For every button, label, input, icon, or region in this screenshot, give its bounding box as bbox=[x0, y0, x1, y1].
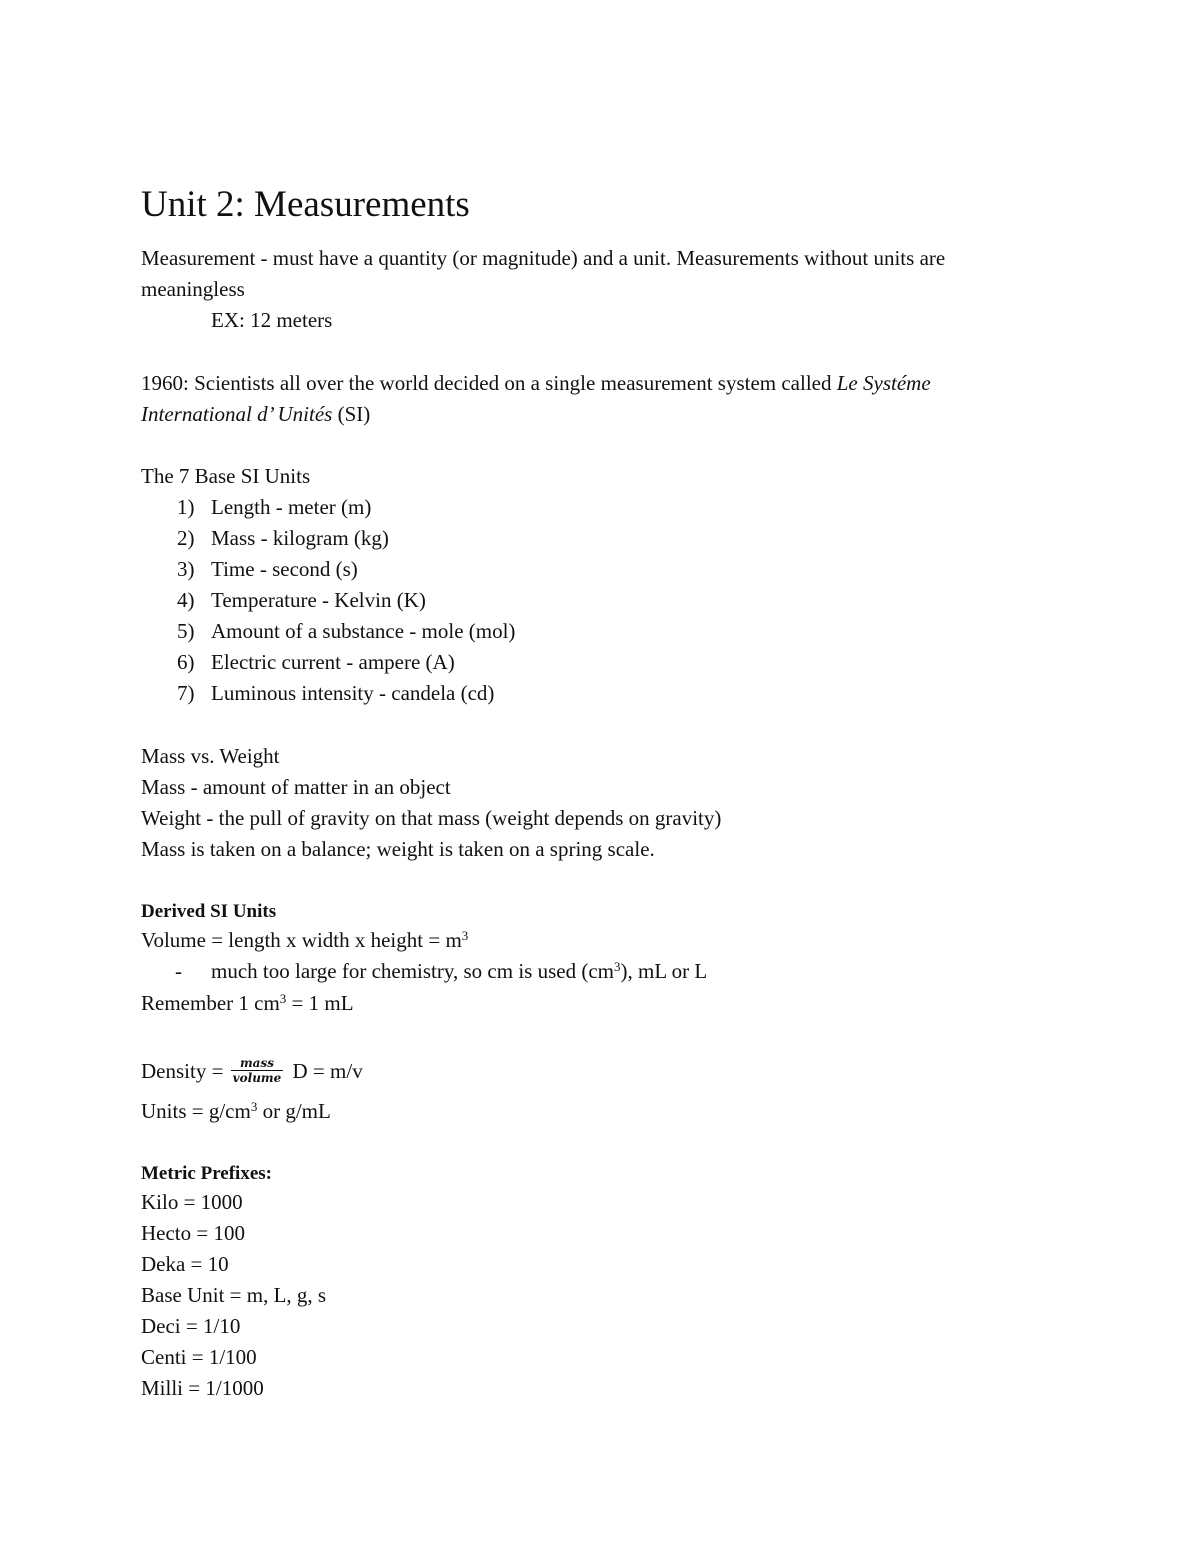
intro-line-1: Measurement - must have a quantity (or magnitude) and a unit. Measurements without units are bbox=[141, 246, 946, 270]
bullet-text-a: much too large for chemistry, so cm is used (cm bbox=[211, 959, 614, 983]
units-superscript: 3 bbox=[250, 1099, 258, 1114]
weight-definition: Weight - the pull of gravity on that mass (weight depends on gravity) bbox=[141, 806, 722, 830]
list-item bbox=[177, 523, 389, 554]
list-item bbox=[177, 585, 426, 616]
derived-heading: Derived SI Units bbox=[141, 901, 277, 922]
list-number: 6) bbox=[177, 650, 195, 674]
prefix-item: Kilo = 1000 bbox=[141, 1190, 243, 1214]
list-number: 5) bbox=[177, 619, 195, 643]
prefix-item: Deka = 10 bbox=[141, 1252, 229, 1276]
mass-definition: Mass - amount of matter in an object bbox=[141, 775, 451, 799]
remember-line bbox=[141, 988, 354, 1019]
remember-text-a: Remember 1 cm bbox=[141, 991, 280, 1015]
density-formula: D = m/v bbox=[287, 1059, 363, 1083]
si-history-line-1 bbox=[141, 368, 931, 399]
list-number: 2) bbox=[177, 526, 195, 550]
balance-note: Mass is taken on a balance; weight is taken on a spring scale. bbox=[141, 837, 655, 861]
si-history-suffix: (SI) bbox=[332, 402, 371, 426]
remember-superscript: 3 bbox=[279, 991, 287, 1006]
list-item bbox=[177, 678, 494, 709]
bullet-dash: - bbox=[175, 959, 182, 983]
list-text: Temperature - Kelvin (K) bbox=[211, 588, 426, 612]
prefix-item: Base Unit = m, L, g, s bbox=[141, 1283, 327, 1307]
volume-bullet bbox=[175, 956, 707, 987]
bullet-superscript: 3 bbox=[614, 959, 621, 974]
base-units-heading: The 7 Base SI Units bbox=[141, 464, 311, 488]
list-item bbox=[177, 616, 515, 647]
units-text-b: or g/mL bbox=[257, 1099, 331, 1123]
volume-text: Volume = length x width x height = m bbox=[141, 928, 462, 952]
si-history-italic-2: International d’ Unités bbox=[141, 402, 333, 426]
bullet-text-b: ), mL or L bbox=[620, 959, 708, 983]
fraction-denominator: volume bbox=[232, 1070, 282, 1085]
fraction-numerator: mass bbox=[231, 1056, 284, 1071]
si-history-italic-1: Le Systéme bbox=[836, 371, 931, 395]
density-fraction bbox=[231, 1056, 284, 1085]
list-text: Luminous intensity - candela (cd) bbox=[211, 681, 495, 705]
prefixes-heading: Metric Prefixes: bbox=[141, 1163, 272, 1184]
mass-weight-heading: Mass vs. Weight bbox=[141, 744, 280, 768]
list-text: Amount of a substance - mole (mol) bbox=[211, 619, 516, 643]
prefix-item: Centi = 1/100 bbox=[141, 1345, 257, 1369]
volume-line bbox=[141, 925, 468, 956]
list-number: 3) bbox=[177, 557, 195, 581]
intro-example: EX: 12 meters bbox=[211, 308, 333, 332]
density-label: Density = bbox=[141, 1059, 229, 1083]
units-text-a: Units = g/cm bbox=[141, 1099, 251, 1123]
intro-line-2: meaningless bbox=[141, 277, 245, 301]
remember-text-b: = 1 mL bbox=[286, 991, 354, 1015]
list-item bbox=[177, 554, 358, 585]
volume-superscript: 3 bbox=[461, 928, 469, 943]
list-item bbox=[177, 647, 455, 678]
si-history-text: 1960: Scientists all over the world decided on a single measurement system called bbox=[141, 371, 837, 395]
list-text: Length - meter (m) bbox=[211, 495, 372, 519]
units-line bbox=[141, 1096, 331, 1127]
prefix-item: Milli = 1/1000 bbox=[141, 1376, 264, 1400]
page-title: Unit 2: Measurements bbox=[141, 184, 470, 225]
list-text: Time - second (s) bbox=[211, 557, 358, 581]
prefix-item: Deci = 1/10 bbox=[141, 1314, 241, 1338]
density-line bbox=[141, 1056, 363, 1088]
si-history-line-2 bbox=[141, 399, 370, 430]
list-text: Mass - kilogram (kg) bbox=[211, 526, 389, 550]
prefix-item: Hecto = 100 bbox=[141, 1221, 245, 1245]
list-text: Electric current - ampere (A) bbox=[211, 650, 455, 674]
list-number: 7) bbox=[177, 681, 195, 705]
list-number: 4) bbox=[177, 588, 195, 612]
list-item bbox=[177, 492, 371, 523]
list-number: 1) bbox=[177, 495, 195, 519]
